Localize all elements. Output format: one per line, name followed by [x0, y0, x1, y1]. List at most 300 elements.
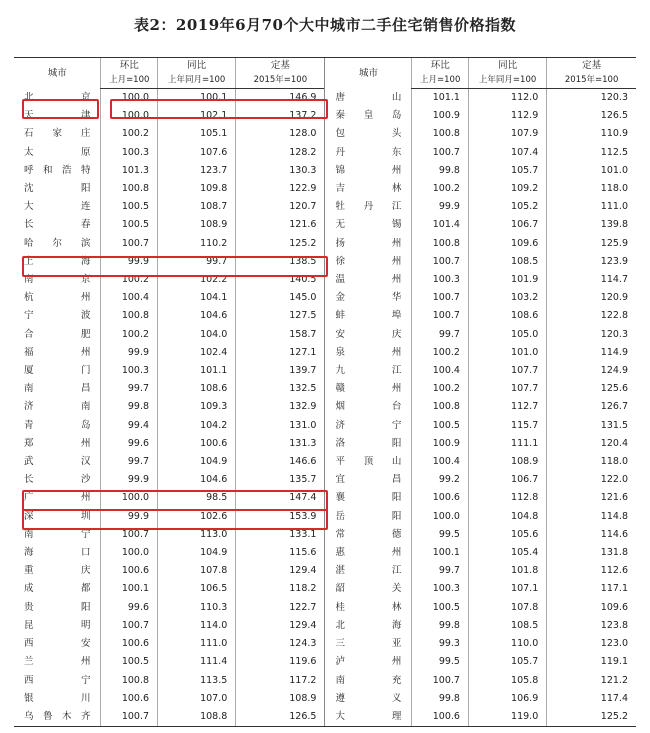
cell-yoy-right: 107.9: [468, 125, 546, 143]
table-row: [14, 580, 636, 598]
cell-base-left: 121.6: [236, 216, 325, 234]
cell-city-left: 太 原: [24, 146, 91, 158]
cell-mom-left: 100.5: [101, 653, 158, 671]
cell-yoy-left: 100.6: [158, 435, 236, 453]
cell-base-left: 118.2: [236, 580, 325, 598]
cell-yoy-left: 108.9: [158, 216, 236, 234]
cell-mom-left: 101.3: [101, 162, 158, 180]
cell-mom-right: 99.2: [412, 471, 469, 489]
cell-mom-left: 100.3: [101, 144, 158, 162]
cell-city-right: 遵 义: [325, 690, 412, 708]
cell-yoy-left: 110.3: [158, 599, 236, 617]
cell-city-right: 温 州: [325, 271, 412, 289]
cell-mom-left: 100.7: [101, 708, 158, 727]
cell-mom-left: 100.3: [101, 362, 158, 380]
cell-mom-left: 99.9: [101, 508, 158, 526]
cell-yoy-right: 112.0: [468, 89, 546, 108]
cell-city-left: 海 口: [24, 547, 91, 559]
cell-city-left: 石家庄: [24, 128, 91, 140]
cell-city-right: 唐 山: [325, 89, 412, 108]
cell-mom-right: 99.8: [412, 617, 469, 635]
header-yoy-right: 同比: [468, 58, 546, 74]
cell-yoy-right: 108.9: [468, 453, 546, 471]
cell-city-left: 武 汉: [24, 456, 91, 468]
cell-mom-right: 100.5: [412, 599, 469, 617]
cell-yoy-left: 108.8: [158, 708, 236, 727]
cell-city-right: 丹 东: [325, 144, 412, 162]
cell-mom-left: 100.4: [101, 289, 158, 307]
cell-city-right: 吉 林: [325, 180, 412, 198]
cell-city-right: 泸 州: [325, 653, 412, 671]
cell-base-left: 131.0: [236, 417, 325, 435]
cell-base-left: 120.7: [236, 198, 325, 216]
cell-city-right: 济 宁: [325, 417, 412, 435]
cell-city-right: 徐 州: [325, 253, 412, 271]
table-row: [14, 617, 636, 635]
cell-yoy-right: 106.7: [468, 216, 546, 234]
table-row: [14, 508, 636, 526]
cell-yoy-right: 107.7: [468, 362, 546, 380]
cell-yoy-right: 101.8: [468, 562, 546, 580]
cell-city-right: 赣 州: [325, 380, 412, 398]
cell-city-left: 重 庆: [24, 565, 91, 577]
cell-mom-left: 100.7: [101, 235, 158, 253]
cell-mom-left: 100.6: [101, 562, 158, 580]
table-title: 表2：2019年6月70个大中城市二手住宅销售价格指数: [134, 16, 516, 34]
cell-base-right: 125.9: [547, 235, 636, 253]
cell-city-left: 济 南: [24, 401, 91, 413]
cell-mom-left: 100.7: [101, 617, 158, 635]
table-row: [14, 107, 636, 125]
cell-mom-left: 100.6: [101, 690, 158, 708]
table-row: [14, 526, 636, 544]
cell-base-left: 130.3: [236, 162, 325, 180]
cell-city-right: 宜 昌: [325, 471, 412, 489]
table-row: [14, 89, 636, 108]
cell-city-left: 西 安: [24, 638, 91, 650]
table-row: [14, 690, 636, 708]
cell-yoy-left: 100.1: [158, 89, 236, 108]
cell-base-right: 122.8: [547, 307, 636, 325]
header-mom-right: 环比: [412, 58, 469, 74]
cell-yoy-left: 102.4: [158, 344, 236, 362]
cell-city-right: 襄 阳: [325, 489, 412, 507]
cell-base-left: 117.2: [236, 672, 325, 690]
cell-base-left: 132.9: [236, 398, 325, 416]
cell-yoy-right: 105.7: [468, 162, 546, 180]
cell-base-right: 112.5: [547, 144, 636, 162]
cell-yoy-left: 107.0: [158, 690, 236, 708]
cell-city-left: 沈 阳: [24, 183, 91, 195]
header-mom-sub-right: 上月=100: [412, 73, 469, 89]
table-row: [14, 198, 636, 216]
cell-base-right: 131.5: [547, 417, 636, 435]
cell-yoy-right: 109.6: [468, 235, 546, 253]
cell-yoy-left: 98.5: [158, 489, 236, 507]
table-row: [14, 672, 636, 690]
cell-base-right: 114.8: [547, 508, 636, 526]
header-mom-left: 环比: [101, 58, 158, 74]
cell-mom-left: 100.5: [101, 198, 158, 216]
table-row: [14, 380, 636, 398]
cell-base-left: 129.4: [236, 617, 325, 635]
cell-yoy-left: 104.9: [158, 453, 236, 471]
cell-city-left: 厦 门: [24, 365, 91, 377]
table-row: [14, 635, 636, 653]
cell-base-right: 120.3: [547, 326, 636, 344]
table-row: [14, 435, 636, 453]
cell-mom-left: 100.7: [101, 526, 158, 544]
cell-mom-left: 100.0: [101, 544, 158, 562]
cell-yoy-right: 108.5: [468, 253, 546, 271]
cell-yoy-left: 107.8: [158, 562, 236, 580]
cell-yoy-right: 105.2: [468, 198, 546, 216]
cell-city-left: 乌鲁木齐: [14, 708, 101, 727]
cell-yoy-right: 106.9: [468, 690, 546, 708]
cell-base-left: 126.5: [236, 708, 325, 727]
cell-yoy-right: 101.0: [468, 344, 546, 362]
cell-mom-right: 100.2: [412, 380, 469, 398]
cell-city-left: 大 连: [24, 201, 91, 213]
cell-city-right: 北 海: [325, 617, 412, 635]
header-base-sub-left: 2015年=100: [236, 73, 325, 89]
cell-mom-right: 99.9: [412, 198, 469, 216]
cell-yoy-left: 108.7: [158, 198, 236, 216]
cell-mom-left: 100.5: [101, 216, 158, 234]
cell-city-left: 兰 州: [24, 656, 91, 668]
cell-base-right: 123.9: [547, 253, 636, 271]
cell-city-right: 扬 州: [325, 235, 412, 253]
cell-city-right: 秦皇岛: [325, 107, 412, 125]
cell-yoy-left: 114.0: [158, 617, 236, 635]
cell-mom-right: 100.9: [412, 107, 469, 125]
table-row: [14, 362, 636, 380]
cell-mom-right: 100.7: [412, 307, 469, 325]
cell-base-right: 118.0: [547, 453, 636, 471]
cell-city-right: 泉 州: [325, 344, 412, 362]
cell-mom-left: 100.8: [101, 307, 158, 325]
cell-base-right: 120.9: [547, 289, 636, 307]
cell-base-right: 117.1: [547, 580, 636, 598]
cell-yoy-left: 104.9: [158, 544, 236, 562]
cell-base-right: 125.2: [547, 708, 636, 727]
cell-base-right: 139.8: [547, 216, 636, 234]
cell-city-left: 南 昌: [24, 383, 91, 395]
cell-mom-left: 99.9: [101, 471, 158, 489]
cell-yoy-left: 111.0: [158, 635, 236, 653]
cell-city-right: 岳 阳: [325, 508, 412, 526]
cell-yoy-right: 105.0: [468, 326, 546, 344]
cell-yoy-left: 102.6: [158, 508, 236, 526]
cell-city-right: 南 充: [325, 672, 412, 690]
cell-mom-left: 100.2: [101, 271, 158, 289]
header-yoy-sub-left: 上年同月=100: [158, 73, 236, 89]
cell-base-left: 135.7: [236, 471, 325, 489]
cell-city-right: 安 庆: [325, 326, 412, 344]
cell-base-left: 127.5: [236, 307, 325, 325]
cell-city-left: 杭 州: [24, 292, 91, 304]
cell-yoy-right: 112.9: [468, 107, 546, 125]
cell-base-right: 120.3: [547, 89, 636, 108]
cell-city-left: 昆 明: [24, 619, 91, 631]
price-index-table: [14, 57, 636, 727]
cell-base-left: 147.4: [236, 489, 325, 507]
cell-yoy-right: 109.2: [468, 180, 546, 198]
cell-city-left: 西 宁: [24, 674, 91, 686]
cell-mom-left: 99.4: [101, 417, 158, 435]
cell-yoy-right: 115.7: [468, 417, 546, 435]
cell-yoy-left: 99.7: [158, 253, 236, 271]
cell-city-left: 贵 阳: [24, 601, 91, 613]
cell-city-right: 烟 台: [325, 398, 412, 416]
cell-mom-left: 99.6: [101, 435, 158, 453]
cell-yoy-left: 105.1: [158, 125, 236, 143]
cell-base-right: 112.6: [547, 562, 636, 580]
cell-base-right: 114.9: [547, 344, 636, 362]
cell-base-right: 126.7: [547, 398, 636, 416]
cell-mom-right: 99.5: [412, 526, 469, 544]
table-row: [14, 144, 636, 162]
cell-yoy-left: 107.6: [158, 144, 236, 162]
cell-yoy-right: 105.4: [468, 544, 546, 562]
cell-base-right: 114.6: [547, 526, 636, 544]
cell-yoy-left: 113.0: [158, 526, 236, 544]
cell-mom-left: 99.6: [101, 599, 158, 617]
cell-mom-right: 101.1: [412, 89, 469, 108]
table-row: [14, 453, 636, 471]
cell-city-left: 成 都: [24, 583, 91, 595]
cell-mom-right: 100.7: [412, 672, 469, 690]
cell-mom-right: 100.3: [412, 271, 469, 289]
cell-mom-right: 100.8: [412, 235, 469, 253]
cell-mom-left: 100.2: [101, 326, 158, 344]
cell-mom-left: 100.0: [101, 89, 158, 108]
cell-yoy-left: 104.6: [158, 471, 236, 489]
cell-city-right: 惠 州: [325, 544, 412, 562]
header-base-left: 定基: [236, 58, 325, 74]
cell-base-left: 131.3: [236, 435, 325, 453]
table-row: [14, 599, 636, 617]
cell-city-left: 南 宁: [24, 528, 91, 540]
cell-mom-right: 99.7: [412, 326, 469, 344]
cell-mom-left: 100.0: [101, 489, 158, 507]
cell-yoy-right: 103.2: [468, 289, 546, 307]
cell-city-right: 金 华: [325, 289, 412, 307]
cell-yoy-right: 105.8: [468, 672, 546, 690]
cell-yoy-right: 108.6: [468, 307, 546, 325]
cell-mom-right: 99.7: [412, 562, 469, 580]
cell-mom-left: 100.0: [101, 107, 158, 125]
table-row: [14, 216, 636, 234]
cell-yoy-left: 109.3: [158, 398, 236, 416]
cell-mom-right: 100.2: [412, 180, 469, 198]
cell-yoy-left: 110.2: [158, 235, 236, 253]
cell-city-left: 银 川: [24, 692, 91, 704]
cell-base-left: 128.0: [236, 125, 325, 143]
cell-base-left: 153.9: [236, 508, 325, 526]
header-yoy-left: 同比: [158, 58, 236, 74]
cell-base-left: 122.9: [236, 180, 325, 198]
cell-mom-right: 100.8: [412, 125, 469, 143]
cell-base-right: 123.0: [547, 635, 636, 653]
cell-base-right: 101.0: [547, 162, 636, 180]
header-base-right: 定基: [547, 58, 636, 74]
cell-yoy-right: 106.7: [468, 471, 546, 489]
cell-mom-left: 99.7: [101, 380, 158, 398]
cell-city-left: 南 京: [24, 274, 91, 286]
cell-base-right: 124.9: [547, 362, 636, 380]
cell-city-right: 包 头: [325, 125, 412, 143]
cell-base-right: 126.5: [547, 107, 636, 125]
cell-city-left: 广 州: [24, 492, 91, 504]
cell-mom-right: 100.4: [412, 362, 469, 380]
cell-yoy-right: 104.8: [468, 508, 546, 526]
cell-city-right: 无 锡: [325, 216, 412, 234]
cell-base-left: 108.9: [236, 690, 325, 708]
cell-mom-right: 100.7: [412, 144, 469, 162]
cell-mom-left: 99.9: [101, 253, 158, 271]
cell-base-right: 121.6: [547, 489, 636, 507]
cell-base-left: 119.6: [236, 653, 325, 671]
cell-city-right: 锦 州: [325, 162, 412, 180]
cell-base-left: 129.4: [236, 562, 325, 580]
cell-base-left: 127.1: [236, 344, 325, 362]
cell-city-right: 湛 江: [325, 562, 412, 580]
cell-city-right: 九 江: [325, 362, 412, 380]
cell-yoy-right: 119.0: [468, 708, 546, 727]
cell-yoy-right: 110.0: [468, 635, 546, 653]
cell-mom-left: 99.7: [101, 453, 158, 471]
cell-mom-right: 100.0: [412, 508, 469, 526]
header-mom-sub-left: 上月=100: [101, 73, 158, 89]
cell-city-left: 合 肥: [24, 328, 91, 340]
cell-mom-right: 100.7: [412, 253, 469, 271]
cell-mom-right: 100.3: [412, 580, 469, 598]
cell-city-left: 深 圳: [24, 510, 91, 522]
cell-base-right: 111.0: [547, 198, 636, 216]
cell-city-left: 郑 州: [24, 437, 91, 449]
cell-base-left: 115.6: [236, 544, 325, 562]
cell-yoy-left: 102.2: [158, 271, 236, 289]
cell-yoy-left: 104.6: [158, 307, 236, 325]
cell-city-right: 蚌 埠: [325, 307, 412, 325]
cell-base-right: 121.2: [547, 672, 636, 690]
cell-base-left: 138.5: [236, 253, 325, 271]
cell-base-left: 132.5: [236, 380, 325, 398]
cell-yoy-left: 104.0: [158, 326, 236, 344]
cell-mom-right: 101.4: [412, 216, 469, 234]
cell-base-right: 109.6: [547, 599, 636, 617]
cell-yoy-right: 107.4: [468, 144, 546, 162]
cell-base-left: 122.7: [236, 599, 325, 617]
cell-base-left: 137.2: [236, 107, 325, 125]
cell-city-right: 大 理: [325, 708, 412, 727]
cell-mom-right: 100.6: [412, 708, 469, 727]
cell-yoy-right: 107.7: [468, 380, 546, 398]
cell-base-left: 140.5: [236, 271, 325, 289]
cell-base-left: 124.3: [236, 635, 325, 653]
table-row: [14, 708, 636, 727]
cell-yoy-left: 104.2: [158, 417, 236, 435]
cell-mom-right: 100.9: [412, 435, 469, 453]
cell-city-left: 宁 波: [24, 310, 91, 322]
cell-yoy-right: 111.1: [468, 435, 546, 453]
cell-city-left: 上 海: [24, 255, 91, 267]
table-row: [14, 489, 636, 507]
table-row: [14, 653, 636, 671]
cell-base-left: 146.9: [236, 89, 325, 108]
cell-yoy-left: 123.7: [158, 162, 236, 180]
table-row: [14, 162, 636, 180]
table-row: [14, 180, 636, 198]
table-row: [14, 562, 636, 580]
cell-mom-right: 100.2: [412, 344, 469, 362]
cell-base-left: 125.2: [236, 235, 325, 253]
cell-mom-right: 99.8: [412, 690, 469, 708]
cell-yoy-left: 106.5: [158, 580, 236, 598]
cell-city-right: 常 德: [325, 526, 412, 544]
table-row: [14, 271, 636, 289]
cell-mom-left: 100.8: [101, 180, 158, 198]
cell-yoy-left: 104.1: [158, 289, 236, 307]
cell-city-right: 洛 阳: [325, 435, 412, 453]
cell-base-right: 122.0: [547, 471, 636, 489]
table-row: [14, 344, 636, 362]
cell-yoy-right: 105.6: [468, 526, 546, 544]
cell-base-right: 123.8: [547, 617, 636, 635]
table-row: [14, 398, 636, 416]
table-row: [14, 235, 636, 253]
cell-city-left: 长 沙: [24, 474, 91, 486]
cell-yoy-left: 101.1: [158, 362, 236, 380]
cell-mom-right: 100.7: [412, 289, 469, 307]
cell-base-left: 146.6: [236, 453, 325, 471]
cell-yoy-right: 108.5: [468, 617, 546, 635]
cell-city-right: 平顶山: [325, 453, 412, 471]
cell-mom-left: 100.8: [101, 672, 158, 690]
cell-mom-left: 100.6: [101, 635, 158, 653]
table-row: [14, 307, 636, 325]
cell-yoy-right: 101.9: [468, 271, 546, 289]
cell-yoy-right: 107.8: [468, 599, 546, 617]
header-base-sub-right: 2015年=100: [547, 73, 636, 89]
cell-yoy-right: 105.7: [468, 653, 546, 671]
cell-base-right: 118.0: [547, 180, 636, 198]
cell-city-left: 青 岛: [24, 419, 91, 431]
table-row: [14, 326, 636, 344]
cell-base-left: 133.1: [236, 526, 325, 544]
cell-yoy-left: 111.4: [158, 653, 236, 671]
cell-yoy-left: 108.6: [158, 380, 236, 398]
cell-base-left: 158.7: [236, 326, 325, 344]
table-row: [14, 417, 636, 435]
cell-mom-right: 100.4: [412, 453, 469, 471]
header-city-right: 城市: [325, 58, 412, 89]
cell-base-left: 145.0: [236, 289, 325, 307]
cell-mom-left: 100.2: [101, 125, 158, 143]
cell-city-left: 北 京: [24, 91, 91, 103]
cell-mom-right: 100.5: [412, 417, 469, 435]
header-city-left: 城市: [14, 58, 101, 89]
cell-mom-right: 100.1: [412, 544, 469, 562]
cell-yoy-left: 102.1: [158, 107, 236, 125]
cell-mom-right: 100.6: [412, 489, 469, 507]
cell-base-right: 117.4: [547, 690, 636, 708]
table-row: [14, 253, 636, 271]
cell-base-right: 110.9: [547, 125, 636, 143]
cell-yoy-left: 113.5: [158, 672, 236, 690]
cell-yoy-right: 107.1: [468, 580, 546, 598]
